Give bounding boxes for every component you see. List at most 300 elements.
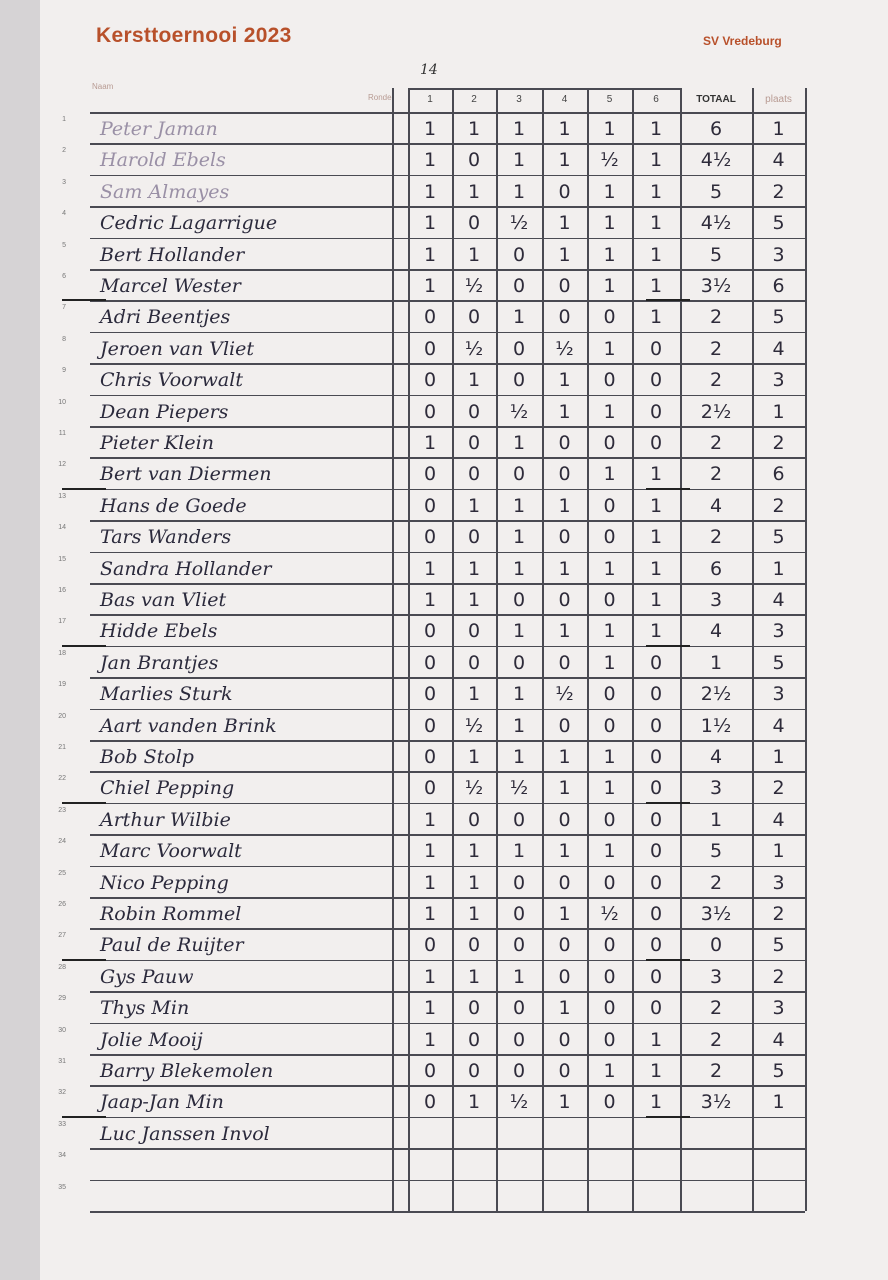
placement: 1 (772, 840, 785, 863)
player-name: Chiel Pepping (100, 777, 235, 800)
name-column-header: Naam (92, 82, 114, 91)
plaats-header: plaats (765, 94, 792, 105)
round-score: 1 (467, 180, 481, 203)
placement: 5 (772, 651, 785, 674)
row-number: 25 (58, 869, 66, 877)
placement: 3 (772, 683, 785, 706)
total-score: 4½ (700, 149, 732, 172)
player-name: Luc Janssen Invol (100, 1122, 270, 1145)
round-score: 1 (649, 212, 663, 235)
round-score: ½ (509, 400, 529, 423)
round-score: 1 (558, 557, 571, 580)
round-score: 0 (558, 306, 571, 329)
round-score: 1 (603, 1060, 616, 1082)
round-score: 1 (423, 965, 437, 988)
round-score: 1 (649, 1060, 663, 1082)
round-score (632, 1150, 680, 1181)
round-score: 0 (603, 494, 616, 517)
row-number: 6 (62, 273, 66, 280)
round-score: 1 (649, 494, 663, 517)
round-score: 1 (603, 212, 616, 235)
placement: 2 (772, 965, 785, 988)
round-score: 1 (467, 840, 481, 863)
player-name: Jan Brantjes (100, 651, 219, 674)
round-score: 1 (423, 808, 437, 831)
total-score: 3½ (700, 1091, 732, 1114)
round-score: 0 (649, 840, 663, 863)
round-score: 0 (423, 746, 437, 768)
player-name: Hidde Ebels (100, 620, 218, 643)
placement: 4 (772, 808, 785, 831)
total-score: 5 (709, 180, 723, 203)
round-score: 0 (649, 808, 663, 831)
round-score: 0 (423, 400, 437, 423)
round-score: 0 (467, 1028, 481, 1051)
round-score: 1 (423, 149, 437, 172)
player-name: Hans de Goede (100, 494, 247, 517)
row-number: 11 (58, 430, 66, 437)
round-score: 1 (467, 903, 481, 925)
round-score: 0 (512, 651, 526, 674)
round-score: 0 (603, 369, 616, 392)
round-score: ½ (600, 903, 619, 925)
round-score: 1 (512, 965, 526, 988)
player-name: Peter Jaman (100, 118, 218, 140)
round-score: ½ (555, 337, 574, 360)
round-score: 0 (603, 997, 616, 1020)
total-score: 4 (709, 494, 723, 517)
row-number: 21 (58, 744, 66, 751)
round-score: 0 (558, 808, 571, 831)
round-score: 1 (512, 714, 526, 737)
placement: 4 (772, 149, 785, 172)
row-number: 28 (58, 963, 66, 971)
player-name: Nico Pepping (100, 871, 229, 894)
round-score: 0 (603, 683, 616, 706)
round1-note: 14 (420, 62, 438, 78)
row-number: 33 (58, 1120, 66, 1128)
player-name: Bert van Diermen (100, 463, 272, 486)
round-score: 1 (423, 180, 437, 203)
placement: 5 (772, 1060, 785, 1082)
round-score: 1 (603, 651, 616, 674)
placement: 5 (772, 212, 785, 235)
round-score: 0 (649, 651, 663, 674)
total-score: 2 (709, 432, 723, 454)
round-score: 1 (558, 1091, 571, 1114)
row-number: 15 (58, 555, 66, 563)
round-score: ½ (509, 1091, 529, 1114)
round-score: 1 (558, 746, 571, 768)
round-score: 1 (423, 903, 437, 925)
round-score: 0 (649, 683, 663, 706)
round-score: 1 (649, 180, 663, 203)
round-score: 0 (512, 997, 526, 1020)
row-number: 8 (62, 335, 66, 343)
round-score: 0 (423, 369, 437, 392)
round-score: 0 (512, 903, 526, 925)
total-score: 2 (709, 1060, 723, 1082)
placement: 1 (772, 118, 785, 140)
round-score: 1 (603, 275, 616, 297)
round-score: 0 (649, 997, 663, 1020)
round-score: 1 (649, 557, 663, 580)
round-score: 0 (467, 212, 481, 235)
round-score: 1 (558, 149, 571, 172)
player-name: Jaap-Jan Min (100, 1091, 224, 1114)
player-name: Bob Stolp (100, 746, 194, 768)
total-score: 2 (709, 526, 723, 549)
round-score: 0 (467, 808, 481, 831)
round-score: 1 (423, 1028, 437, 1051)
round-header-5: 5 (606, 94, 613, 105)
round-score: 1 (512, 840, 526, 863)
round-score (542, 1150, 587, 1181)
round-score: 0 (512, 243, 526, 266)
round-score: 0 (423, 306, 437, 329)
round-score: 0 (467, 463, 481, 486)
row-number: 24 (58, 838, 66, 846)
round-score: 1 (603, 118, 616, 140)
round-score: 0 (558, 589, 571, 611)
player-name: Marc Voorwalt (100, 840, 242, 863)
round-score: 0 (423, 934, 437, 957)
player-name: Sandra Hollander (100, 557, 272, 580)
placement: 4 (772, 1028, 785, 1051)
round-score (542, 1182, 587, 1213)
round-score: 0 (649, 871, 663, 894)
total-score: 6 (709, 557, 723, 580)
round-score: 1 (423, 212, 437, 235)
round-score: 1 (649, 306, 663, 329)
round-score: 0 (512, 1028, 526, 1051)
placement: 2 (772, 777, 785, 800)
round-score: 1 (558, 118, 571, 140)
placement: 1 (772, 557, 785, 580)
row-number: 7 (62, 304, 66, 312)
row-number: 3 (62, 178, 66, 186)
round-score: 1 (649, 620, 663, 643)
round-score (496, 1182, 542, 1213)
placement: 3 (772, 243, 785, 266)
total-score (680, 1150, 752, 1181)
round-score: ½ (464, 275, 484, 297)
round-score: 0 (649, 777, 663, 800)
round-score: 0 (467, 400, 481, 423)
round-score (408, 1182, 452, 1213)
round-score: 0 (558, 526, 571, 549)
round-score: 1 (512, 306, 526, 329)
round-score: 0 (603, 714, 616, 737)
round-score: 0 (649, 432, 663, 454)
placement: 4 (772, 589, 785, 611)
row-number: 12 (58, 461, 66, 469)
row-number: 18 (58, 649, 66, 657)
round-score: 0 (558, 275, 571, 297)
column-line (805, 88, 807, 1211)
round-score: 0 (423, 714, 437, 737)
player-name: Harold Ebels (100, 149, 226, 172)
round-score: 0 (603, 934, 616, 957)
row-number: 26 (58, 901, 66, 908)
round-header-6: 6 (653, 94, 659, 105)
player-name: Robin Rommel (100, 903, 242, 925)
round-score: 1 (512, 494, 526, 517)
round-score: 1 (649, 149, 663, 172)
round-score: 0 (423, 463, 437, 486)
round-score: 0 (603, 808, 616, 831)
round-score: 0 (423, 337, 437, 360)
round-score: 0 (558, 651, 571, 674)
player-name: Jeroen van Vliet (100, 337, 254, 360)
row-number: 19 (58, 681, 66, 689)
round-score: 1 (603, 337, 616, 360)
total-score: 1½ (700, 714, 732, 737)
round-score: 1 (603, 463, 616, 486)
player-name: Gys Pauw (100, 965, 194, 988)
round-score: 0 (423, 494, 437, 517)
round-score: 1 (423, 432, 437, 454)
round-score: 1 (603, 243, 616, 266)
player-name: Arthur Wilbie (100, 808, 231, 831)
round-score: 0 (558, 965, 571, 988)
placement: 3 (772, 871, 785, 894)
round-score: 1 (512, 149, 526, 172)
player-name: Bas van Vliet (100, 589, 227, 611)
round-score: 0 (649, 714, 663, 737)
round-score: 1 (603, 180, 616, 203)
round-score: 1 (512, 683, 526, 706)
round-score: 1 (423, 557, 437, 580)
round-score: 0 (558, 934, 571, 957)
header-top-line (408, 88, 680, 90)
row-number: 9 (62, 367, 66, 375)
round-score: 0 (558, 714, 571, 737)
round-score: ½ (600, 149, 619, 172)
round-score: 1 (649, 589, 663, 611)
round-header-1: 1 (427, 94, 433, 105)
player-name: Paul de Ruijter (100, 934, 244, 957)
round-score: 0 (603, 526, 616, 549)
placement: 5 (772, 526, 785, 549)
round-score: ½ (509, 777, 529, 800)
round-score: 1 (603, 620, 616, 643)
placement: 1 (772, 400, 785, 423)
round-score: 0 (512, 275, 526, 297)
round-score: 1 (649, 526, 663, 549)
placement: 3 (772, 997, 785, 1020)
placement: 3 (772, 620, 785, 643)
round-score (452, 1182, 496, 1213)
placement (752, 1150, 805, 1181)
round-score: 1 (558, 400, 571, 423)
round-score: 0 (467, 620, 481, 643)
row-number: 23 (58, 806, 66, 814)
total-score: 1 (709, 651, 723, 674)
round-score: ½ (464, 337, 484, 360)
round-score: 1 (603, 557, 616, 580)
player-name: Marlies Sturk (100, 683, 233, 706)
total-score: 2½ (700, 683, 732, 706)
club-name: SV Vredeburg (703, 34, 782, 48)
round-score: 0 (512, 1060, 526, 1082)
round-score: 0 (467, 997, 481, 1020)
round-score: 0 (423, 683, 437, 706)
totaal-header: TOTAAL (696, 94, 736, 105)
round-score: 0 (467, 432, 481, 454)
round-score: 1 (423, 997, 437, 1020)
round-score: 0 (603, 871, 616, 894)
placement: 6 (772, 275, 785, 297)
round-score: 1 (603, 400, 616, 423)
row-number: 30 (58, 1026, 66, 1034)
round-score: 0 (467, 306, 481, 329)
round-score: 0 (423, 620, 437, 643)
round-score: 1 (423, 118, 437, 140)
round-score: 1 (467, 369, 481, 392)
round-score: 1 (512, 526, 526, 549)
round-score: 1 (649, 1091, 663, 1114)
round-score: 1 (467, 243, 481, 266)
placement: 4 (772, 714, 785, 737)
round-score: 1 (558, 369, 571, 392)
round-score: 0 (423, 526, 437, 549)
placement: 5 (772, 934, 785, 957)
round-score: 0 (603, 589, 616, 611)
total-score (680, 1119, 752, 1150)
round-score: 1 (467, 1091, 481, 1114)
player-name: Cedric Lagarrigue (100, 212, 278, 235)
player-name: Dean Piepers (100, 400, 229, 423)
placement: 2 (772, 494, 785, 517)
placement (752, 1119, 805, 1150)
round-score: 0 (603, 306, 616, 329)
round-score: 0 (512, 934, 526, 957)
round-score: ½ (464, 714, 484, 737)
round-score: 0 (467, 149, 481, 172)
player-name: Chris Voorwalt (100, 369, 243, 392)
round-score: 0 (467, 526, 481, 549)
round-score: 0 (512, 337, 526, 360)
round-score: 1 (558, 620, 571, 643)
round-score: 0 (649, 746, 663, 768)
round-score: 1 (558, 494, 571, 517)
round-score: 1 (512, 180, 526, 203)
total-score: 2 (709, 871, 723, 894)
total-score: 2 (709, 997, 723, 1020)
round-score: 1 (649, 243, 663, 266)
total-score: 1 (709, 808, 723, 831)
round-score: 0 (649, 965, 663, 988)
round-score (408, 1119, 452, 1150)
round-score: 0 (649, 400, 663, 423)
round-score: 1 (512, 432, 526, 454)
round-score: 1 (467, 871, 481, 894)
player-name: Bert Hollander (100, 243, 245, 266)
round-score (408, 1150, 452, 1181)
placement: 1 (772, 746, 785, 768)
round-score: 0 (423, 777, 437, 800)
round-score (632, 1119, 680, 1150)
round-score (452, 1150, 496, 1181)
row-number: 14 (58, 524, 66, 532)
round-score: 0 (512, 871, 526, 894)
row-number: 34 (58, 1152, 66, 1160)
round-score: 0 (512, 589, 526, 611)
total-score: 2 (709, 1028, 723, 1051)
player-name: Marcel Wester (100, 275, 241, 297)
row-number: 16 (58, 587, 66, 594)
player-name: Pieter Klein (100, 432, 214, 454)
round-score: 1 (423, 589, 437, 611)
round-score: 0 (423, 1060, 437, 1082)
round-score: 1 (603, 746, 616, 768)
round-header-3: 3 (516, 94, 522, 105)
total-score: 6 (709, 118, 723, 140)
row-number: 17 (58, 618, 66, 626)
total-score: 4 (709, 620, 723, 643)
placement: 5 (772, 306, 785, 329)
round-score: 0 (467, 651, 481, 674)
round-score: 0 (649, 934, 663, 957)
player-name: Barry Blekemolen (100, 1060, 274, 1082)
round-score: 1 (467, 557, 481, 580)
total-score: 5 (709, 243, 723, 266)
row-number: 5 (62, 241, 66, 249)
name-column-line (392, 88, 394, 1211)
placement: 4 (772, 337, 785, 360)
placement: 6 (772, 463, 785, 486)
round-score (496, 1150, 542, 1181)
total-score (680, 1182, 752, 1213)
total-score: 4½ (700, 212, 732, 235)
round-header-2: 2 (471, 94, 477, 105)
total-score: 4 (709, 746, 723, 768)
round-score: 0 (649, 369, 663, 392)
round-score: 1 (512, 118, 526, 140)
total-score: 2½ (700, 400, 732, 423)
round-score: 0 (603, 1091, 616, 1114)
round-score (632, 1182, 680, 1213)
round-score: 1 (649, 1028, 663, 1051)
round-score: 1 (512, 620, 526, 643)
total-score: 0 (709, 934, 723, 957)
round-score: 0 (649, 337, 663, 360)
round-score: 0 (603, 1028, 616, 1051)
round-score: 0 (467, 934, 481, 957)
round-score: 1 (558, 903, 571, 925)
round-score: 1 (603, 777, 616, 800)
round-score: 1 (467, 118, 481, 140)
round-score: 1 (649, 275, 663, 297)
round-score: 1 (467, 746, 481, 768)
round-score: 0 (558, 432, 571, 454)
placement: 2 (772, 180, 785, 203)
total-score: 3½ (700, 275, 732, 297)
round-score: 0 (603, 432, 616, 454)
round-score: 0 (558, 1028, 571, 1051)
round-score: 1 (423, 871, 437, 894)
row-number: 2 (62, 147, 66, 155)
round-score: 0 (423, 1091, 437, 1114)
round-score: ½ (509, 212, 529, 235)
round-score: 1 (467, 589, 481, 611)
total-score: 3½ (700, 903, 732, 925)
round-score: 1 (467, 494, 481, 517)
round-score: 0 (467, 1060, 481, 1082)
round-score: 1 (558, 243, 571, 266)
round-score: 1 (512, 557, 526, 580)
